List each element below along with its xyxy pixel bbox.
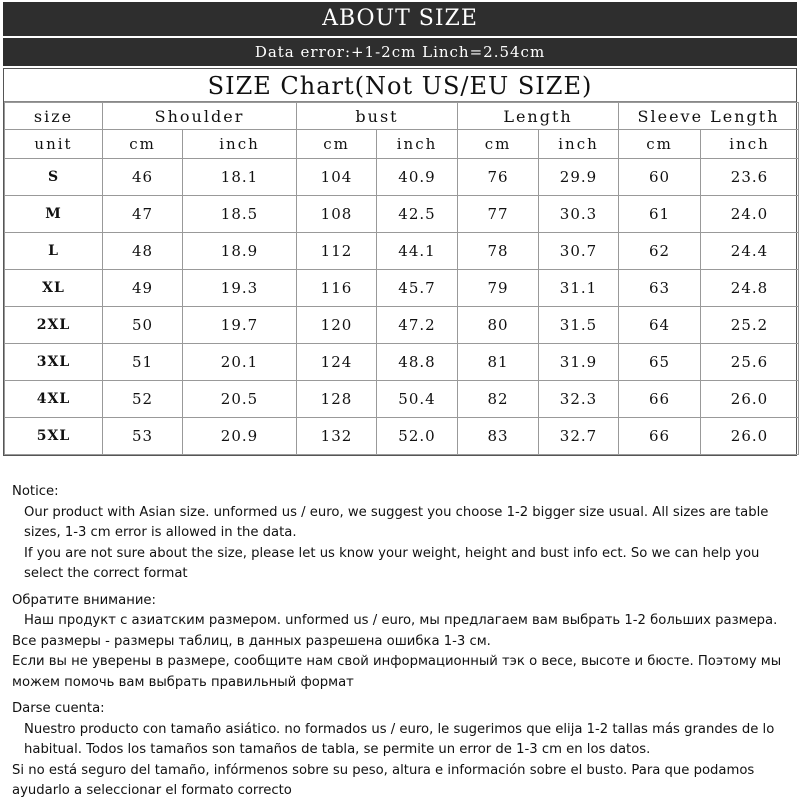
measurement-cell: 124 — [297, 344, 377, 381]
measurement-cell: 81 — [458, 344, 539, 381]
measurement-cell: 53 — [103, 418, 183, 455]
table-body — [5, 159, 799, 455]
measurement-cell: 104 — [297, 159, 377, 196]
measurement-cell: 120 — [297, 307, 377, 344]
notice-ru-heading: Обратите внимание: — [12, 592, 156, 608]
measurement-cell: 116 — [297, 270, 377, 307]
measurement-cell: 128 — [297, 381, 377, 418]
size-cell: 2XL — [5, 307, 103, 344]
title-banner — [3, 2, 797, 36]
notice-en-heading: Notice: — [12, 484, 59, 499]
measurement-cell: 78 — [458, 233, 539, 270]
data-error-banner — [3, 38, 797, 66]
measurement-cell: 25.2 — [701, 307, 799, 344]
header-shoulder: Shoulder — [103, 103, 297, 130]
notice-es-paragraph: Si no está seguro del tamaño, infórmenos sobre su peso, altura e información sobre el busto. Para que podamos ayudarlo a seleccionar el formato correcto — [12, 762, 755, 798]
measurement-cell: 25.6 — [701, 344, 799, 381]
notice-es-paragraph: Nuestro producto con tamaño asiático. no formados us / euro, le sugerimos que elija 1-2 tallas más grandes de lo habitual. Todos los tamaños son tamaños de tabla, se permite un error de 1-3 cm en los datos. — [24, 721, 775, 757]
title-text: ABOUT SIZE — [322, 6, 478, 31]
measurement-cell: 23.6 — [701, 159, 799, 196]
measurement-cell: 20.9 — [183, 418, 297, 455]
unit-label: unit — [5, 130, 103, 159]
measurement-cell: 32.3 — [539, 381, 619, 418]
measurement-cell: 18.5 — [183, 196, 297, 233]
measurement-cell: 63 — [619, 270, 701, 307]
measurement-cell: 50 — [103, 307, 183, 344]
measurement-cell: 60 — [619, 159, 701, 196]
unit-inch: inch — [539, 130, 619, 159]
unit-cm: cm — [297, 130, 377, 159]
measurement-cell: 29.9 — [539, 159, 619, 196]
measurement-cell: 82 — [458, 381, 539, 418]
measurement-cell: 20.5 — [183, 381, 297, 418]
measurement-cell: 64 — [619, 307, 701, 344]
size-cell: M — [5, 196, 103, 233]
size-cell: 3XL — [5, 344, 103, 381]
measurement-cell: 79 — [458, 270, 539, 307]
unit-cm: cm — [103, 130, 183, 159]
size-cell: XL — [5, 270, 103, 307]
notice-ru-paragraph: Если вы не уверены в размере, сообщите нам свой информационный тэк о весе, высоте и бюсте. Поэтому мы можем помочь вам выбрать правильный формат — [12, 654, 782, 690]
table-header-row — [5, 103, 799, 130]
header-length: Length — [458, 103, 619, 130]
measurement-cell: 66 — [619, 418, 701, 455]
measurement-cell: 31.9 — [539, 344, 619, 381]
measurement-cell: 18.9 — [183, 233, 297, 270]
notice-en-paragraph: If you are not sure about the size, please let us know your weight, height and bust info ect. So we can help you select the correct format — [24, 545, 760, 581]
measurement-cell: 42.5 — [377, 196, 458, 233]
size-cell: 4XL — [5, 381, 103, 418]
measurement-cell: 26.0 — [701, 418, 799, 455]
size-cell: L — [5, 233, 103, 270]
unit-inch: inch — [701, 130, 799, 159]
notice-es-heading: Darse cuenta: — [12, 701, 105, 716]
measurement-cell: 31.1 — [539, 270, 619, 307]
size-table — [4, 102, 799, 455]
table-row — [5, 270, 799, 307]
measurement-cell: 24.0 — [701, 196, 799, 233]
measurement-cell: 18.1 — [183, 159, 297, 196]
data-error-text: Data error:+1-2cm Linch=2.54cm — [254, 43, 546, 61]
measurement-cell: 80 — [458, 307, 539, 344]
measurement-cell: 19.3 — [183, 270, 297, 307]
measurement-cell: 132 — [297, 418, 377, 455]
measurement-cell: 112 — [297, 233, 377, 270]
header-sleeve-length: Sleeve Length — [619, 103, 799, 130]
notice-section — [12, 482, 796, 802]
measurement-cell: 45.7 — [377, 270, 458, 307]
measurement-cell: 30.3 — [539, 196, 619, 233]
header-bust: bust — [297, 103, 458, 130]
measurement-cell: 24.4 — [701, 233, 799, 270]
measurement-cell: 52 — [103, 381, 183, 418]
unit-inch: inch — [183, 130, 297, 159]
table-unit-row — [5, 130, 799, 159]
table-row — [5, 344, 799, 381]
measurement-cell: 50.4 — [377, 381, 458, 418]
notice-ru-paragraph: Наш продукт с азиатским размером. unformed us / euro, мы предлагаем вам выбрать 1-2 больших размера. — [24, 613, 778, 628]
table-row — [5, 307, 799, 344]
measurement-cell: 51 — [103, 344, 183, 381]
size-cell: 5XL — [5, 418, 103, 455]
measurement-cell: 108 — [297, 196, 377, 233]
table-row — [5, 196, 799, 233]
size-chart — [3, 68, 797, 456]
measurement-cell: 19.7 — [183, 307, 297, 344]
measurement-cell: 49 — [103, 270, 183, 307]
measurement-cell: 46 — [103, 159, 183, 196]
notice-ru-paragraph: Все размеры - размеры таблиц, в данных разрешена ошибка 1-3 см. — [12, 633, 491, 649]
measurement-cell: 40.9 — [377, 159, 458, 196]
measurement-cell: 48.8 — [377, 344, 458, 381]
table-row — [5, 233, 799, 270]
measurement-cell: 52.0 — [377, 418, 458, 455]
size-chart-caption: SIZE Chart(Not US/EU SIZE) — [4, 69, 796, 102]
measurement-cell: 24.8 — [701, 270, 799, 307]
measurement-cell: 26.0 — [701, 381, 799, 418]
table-row — [5, 381, 799, 418]
measurement-cell: 62 — [619, 233, 701, 270]
measurement-cell: 65 — [619, 344, 701, 381]
measurement-cell: 66 — [619, 381, 701, 418]
unit-inch: inch — [377, 130, 458, 159]
size-cell: S — [5, 159, 103, 196]
unit-cm: cm — [619, 130, 701, 159]
table-row — [5, 159, 799, 196]
measurement-cell: 83 — [458, 418, 539, 455]
header-size: size — [5, 103, 103, 130]
measurement-cell: 32.7 — [539, 418, 619, 455]
measurement-cell: 31.5 — [539, 307, 619, 344]
measurement-cell: 47 — [103, 196, 183, 233]
table-row — [5, 418, 799, 455]
measurement-cell: 61 — [619, 196, 701, 233]
measurement-cell: 77 — [458, 196, 539, 233]
notice-en-paragraph: Our product with Asian size. unformed us / euro, we suggest you choose 1-2 bigger size usual. All sizes are table sizes, 1-3 cm error is allowed in the data. — [24, 504, 769, 540]
measurement-cell: 30.7 — [539, 233, 619, 270]
measurement-cell: 76 — [458, 159, 539, 196]
measurement-cell: 20.1 — [183, 344, 297, 381]
measurement-cell: 47.2 — [377, 307, 458, 344]
unit-cm: cm — [458, 130, 539, 159]
measurement-cell: 44.1 — [377, 233, 458, 270]
measurement-cell: 48 — [103, 233, 183, 270]
